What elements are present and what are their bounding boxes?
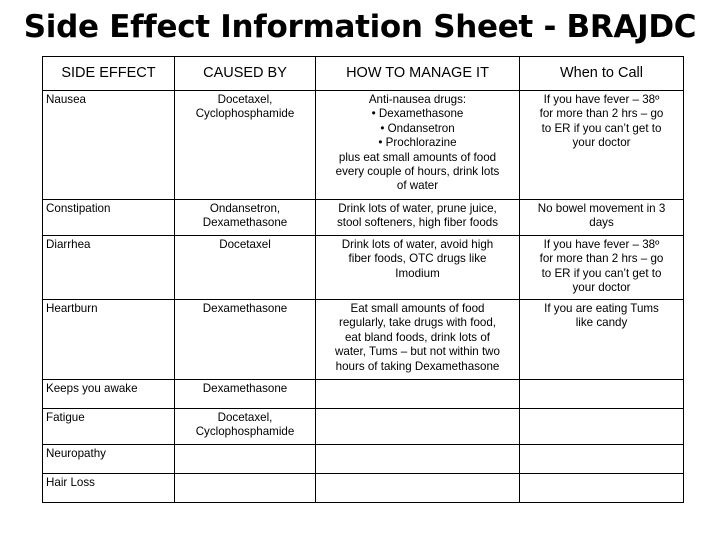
cell-line: If you have fever – 38º [543, 238, 660, 251]
table-row [43, 445, 684, 474]
cell-line: like candy [575, 316, 628, 330]
when-to-call-cell [520, 300, 684, 380]
cell-line: Docetaxel, [217, 411, 273, 424]
cell-line: Docetaxel, [217, 93, 273, 106]
caused-by-cell [175, 380, 316, 409]
cell-line: for more than 2 hrs – go [539, 252, 664, 266]
side-effect-cell: Heartburn [43, 300, 175, 380]
when-to-call-cell [520, 409, 684, 445]
caused-by-cell [175, 445, 316, 474]
cell-line: If you have fever – 38º [543, 93, 660, 106]
cell-line: Imodium [395, 266, 440, 280]
caused-by-cell [175, 236, 316, 300]
table-row [43, 474, 684, 503]
header-side-effect: SIDE EFFECT [43, 57, 175, 91]
management-cell [316, 409, 520, 445]
management-cell [316, 91, 520, 200]
table-row [43, 200, 684, 236]
side-effect-cell: Constipation [43, 200, 175, 236]
management-cell [316, 445, 520, 474]
cell-line: days [589, 216, 614, 230]
management-cell [316, 200, 520, 236]
cell-line: • Dexamethasone [371, 107, 464, 121]
side-effect-cell: Diarrhea [43, 236, 175, 300]
cell-line: Cyclophosphamide [195, 425, 295, 439]
caused-by-cell [175, 300, 316, 380]
cell-line: every couple of hours, drink lots [335, 165, 500, 179]
management-cell [316, 236, 520, 300]
management-cell [316, 300, 520, 380]
cell-line: Anti-nausea drugs: [368, 93, 467, 106]
cell-line: • Ondansetron [380, 121, 455, 135]
table-row [43, 236, 684, 300]
cell-line: hours of taking Dexamethasone [335, 359, 500, 373]
cell-line: Dexamethasone [202, 216, 288, 230]
table-row [43, 300, 684, 380]
cell-line: Dexamethasone [202, 302, 288, 315]
header-when-to-call: When to Call [520, 57, 684, 91]
management-cell [316, 380, 520, 409]
cell-line: fiber foods, OTC drugs like [348, 252, 487, 266]
cell-line: stool softeners, high fiber foods [336, 216, 499, 230]
cell-line: for more than 2 hrs – go [539, 107, 664, 121]
table-row [43, 380, 684, 409]
side-effect-cell: Nausea [43, 91, 175, 200]
side-effect-table [42, 56, 684, 503]
caused-by-cell [175, 200, 316, 236]
side-effect-cell: Hair Loss [43, 474, 175, 503]
cell-line: plus eat small amounts of food [338, 150, 497, 164]
cell-line: your doctor [572, 281, 631, 295]
table-row [43, 91, 684, 200]
cell-line: Docetaxel [219, 238, 271, 251]
management-cell [316, 474, 520, 503]
caused-by-cell [175, 409, 316, 445]
cell-line: to ER if you can’t get to [541, 266, 662, 280]
page-title: Side Effect Information Sheet - BRAJDC [23, 9, 697, 45]
caused-by-cell [175, 91, 316, 200]
caused-by-cell [175, 474, 316, 503]
when-to-call-cell [520, 236, 684, 300]
cell-line: Drink lots of water, prune juice, [338, 202, 497, 215]
table-body [43, 91, 684, 503]
cell-line: No bowel movement in 3 [537, 202, 666, 215]
cell-line: Ondansetron, [209, 202, 281, 215]
cell-line: to ER if you can’t get to [541, 121, 662, 135]
cell-line: If you are eating Tums [544, 302, 659, 315]
side-effect-cell: Neuropathy [43, 445, 175, 474]
cell-line: eat bland foods, drink lots of [344, 330, 490, 344]
cell-line: of water [396, 179, 439, 193]
side-effect-cell: Fatigue [43, 409, 175, 445]
when-to-call-cell [520, 380, 684, 409]
when-to-call-cell [520, 445, 684, 474]
when-to-call-cell [520, 91, 684, 200]
cell-line: Eat small amounts of food [350, 302, 485, 315]
side-effect-cell: Keeps you awake [43, 380, 175, 409]
cell-line: Cyclophosphamide [195, 107, 295, 121]
when-to-call-cell [520, 200, 684, 236]
header-how-to-manage: HOW TO MANAGE IT [316, 57, 520, 91]
cell-line: • Prochlorazine [378, 136, 457, 150]
table-row [43, 409, 684, 445]
header-row [43, 57, 684, 91]
cell-line: your doctor [572, 136, 631, 150]
cell-line: Dexamethasone [202, 382, 288, 395]
header-caused-by: CAUSED BY [175, 57, 316, 91]
when-to-call-cell [520, 474, 684, 503]
cell-line: regularly, take drugs with food, [338, 316, 497, 330]
cell-line: water, Tums – but not within two [335, 345, 500, 359]
cell-line: Drink lots of water, avoid high [341, 238, 494, 251]
